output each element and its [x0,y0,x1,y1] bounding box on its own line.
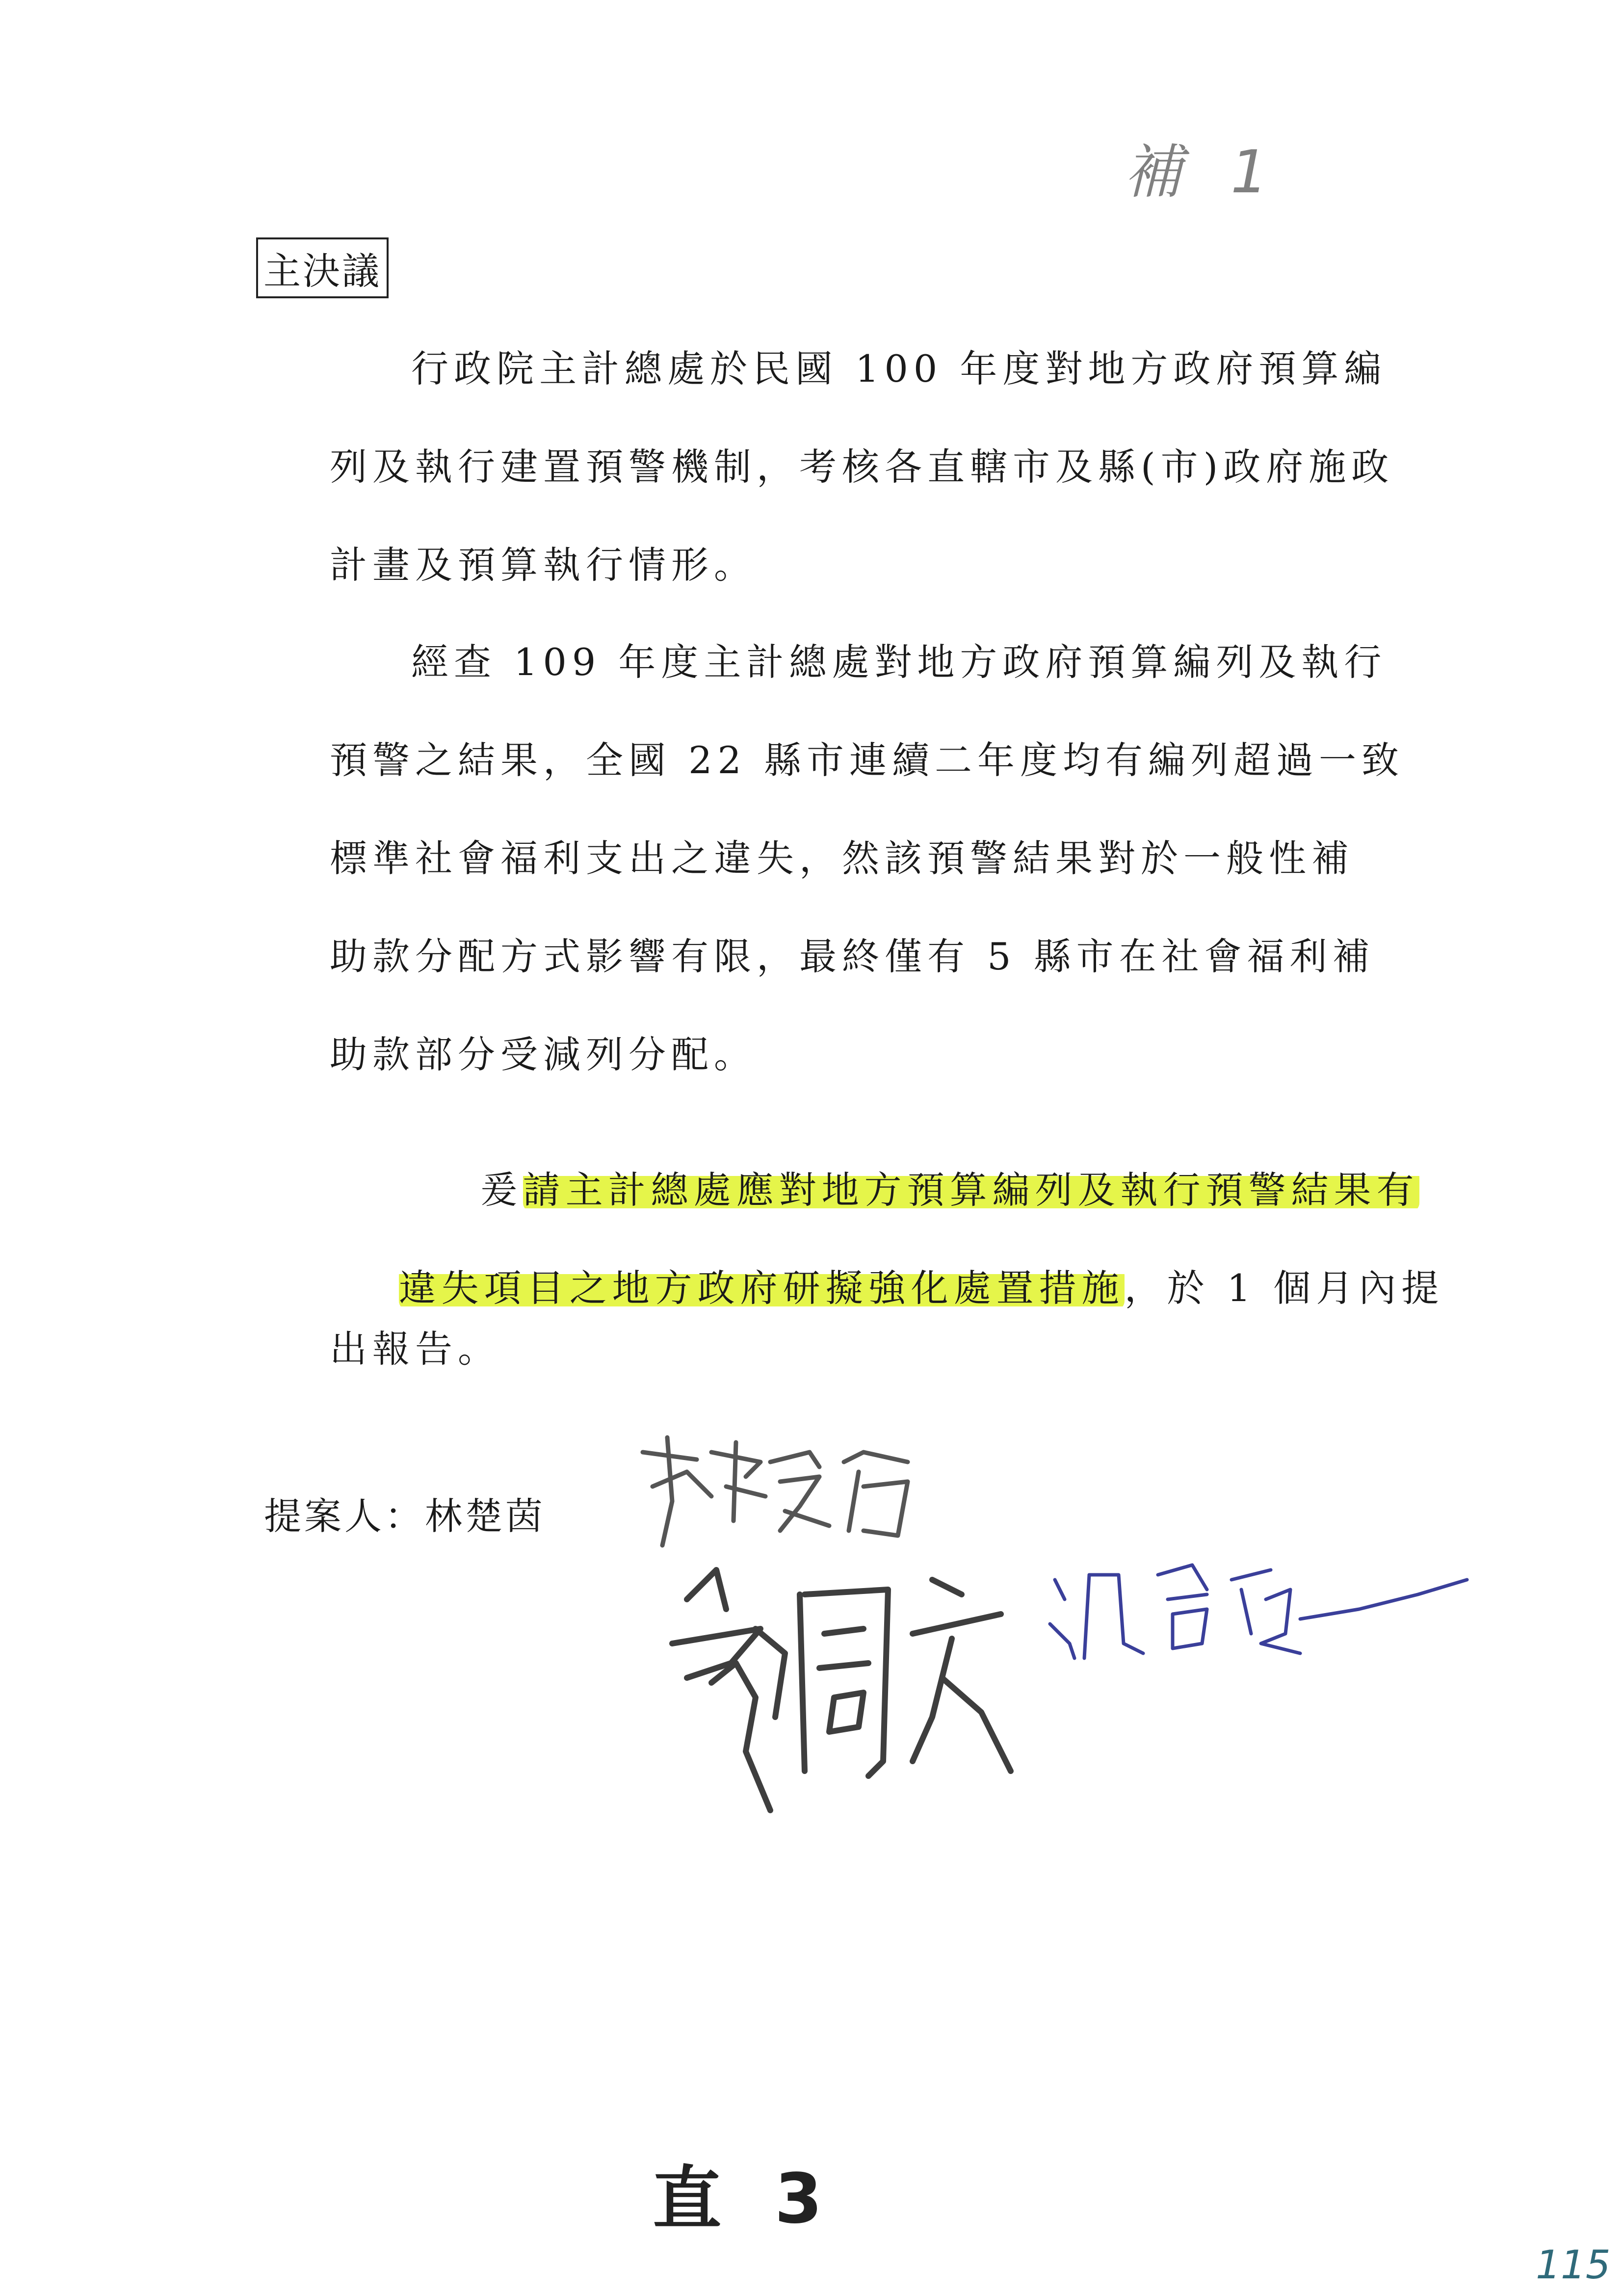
paragraph-1-line-1: 行政院主計總處於民國 100 年度對地方政府預算編 [411,347,1387,391]
paragraph-2-line-5: 助款部分受減列分配。 [330,1033,757,1076]
paragraph-3-line-1 [411,1134,1419,1246]
paragraph-2-line-4: 助款分配方式影響有限，最終僅有 5 縣市在社會福利補 [330,935,1375,978]
handwritten-footer-mark: 直 3 [653,2159,838,2239]
signature-3 [1045,1545,1477,1673]
paragraph-1-line-2: 列及執行建置預警機制，考核各直轄市及縣(市)政府施政 [330,445,1394,489]
signature-1 [633,1433,937,1570]
paragraph-3-line-3: 出報告。 [330,1327,500,1371]
heading-text: 主決議 [263,249,381,293]
paragraph-2-line-1: 經查 109 年度主計總處對地方政府預算編列及執行 [411,640,1387,684]
page-number: 115 [1536,2242,1611,2288]
heading-box [256,237,389,298]
paragraph-3-suffix: ，於 1 個月內提 [1124,1266,1444,1310]
signature-2 [657,1555,1060,1830]
highlighted-text-2: 違失項目之地方政府研擬強化處置措施 [398,1266,1125,1310]
paragraph-3-prefix: 爰 [480,1168,523,1212]
highlighted-text-1: 請主計總處應對地方預算編列及執行預警結果有 [523,1168,1419,1212]
paragraph-1-line-3: 計畫及預算執行情形。 [330,543,757,587]
paragraph-2-line-2: 預警之結果，全國 22 縣市連續二年度均有編列超過一致 [330,738,1405,782]
proposer-label: 提案人：林楚茵 [264,1494,546,1538]
handwritten-page-mark: 補 1 [1124,138,1283,207]
paragraph-2-line-3: 標準社會福利支出之違失，然該預警結果對於一般性補 [330,836,1354,880]
